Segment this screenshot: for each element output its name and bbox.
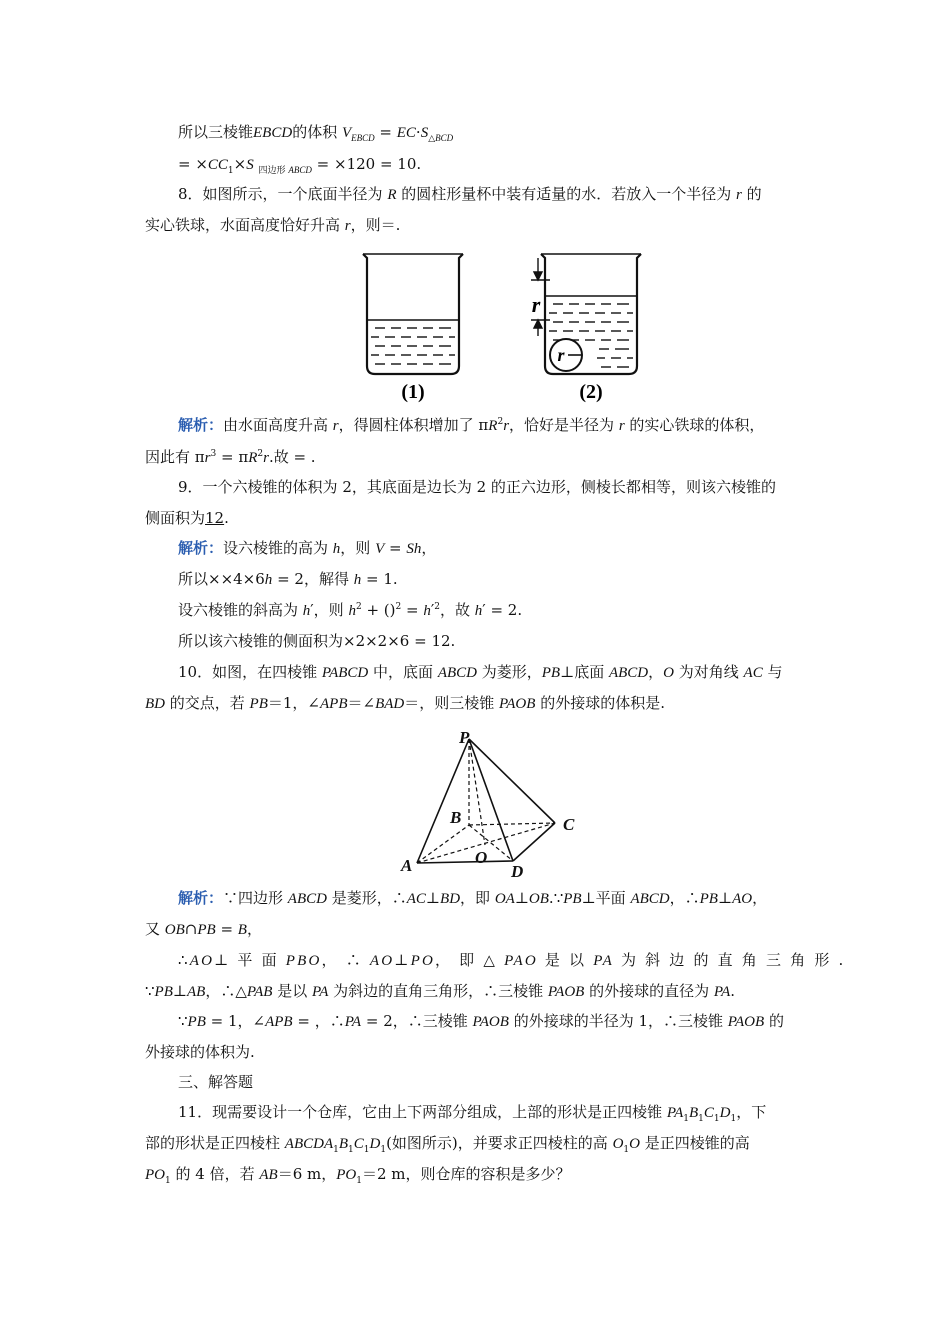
ball-radius-label: r xyxy=(557,345,565,365)
text-line: = $\times CC_1\times S$ $_{四边形 ABCD}$ = ×120 = 10. xyxy=(178,155,422,176)
question-9-cont: 侧面积为12. xyxy=(145,509,229,527)
answer-9-line3: 设六棱锥的斜高为 h′，则 $h^2 + ()^2 = h'^2$，故 h′ = 2. xyxy=(178,601,523,619)
question-11: 11．现需要设计一个仓库，它由上下两部分组成，上部的形状是正四棱锥 $PA_1B_1C_1D_1$，下 xyxy=(178,1103,767,1124)
question-11-line3: $PO_1$ 的 4 倍，若 AB＝6 m，$PO_1=2$ m，则仓库的容积是多少？ xyxy=(145,1165,571,1186)
section-title: 三、解答题 xyxy=(178,1073,254,1091)
answer-10-line6: 外接球的体积为. xyxy=(145,1043,255,1061)
text-line: 所以三棱锥EBCD的体积 $V_{EBCD} = EC\cdot S_{\triangle BCD}$ xyxy=(178,123,454,144)
answer-9-line4: 所以该六棱锥的侧面积为×2×2×6 = 12. xyxy=(178,632,456,650)
label-P: P xyxy=(459,728,470,747)
question-8-cont: 实心铁球，水面高度恰好升高 r，则＝. xyxy=(145,216,401,234)
label-A: A xyxy=(401,856,413,875)
label-D: D xyxy=(511,862,524,881)
edge-PC xyxy=(469,739,555,823)
answer-9-line2: 所以××4×6h = 2，解得 h = 1. xyxy=(178,570,398,588)
answer-9: 解析：设六棱锥的高为 h，则 V = Sh， xyxy=(178,539,437,557)
label-B: B xyxy=(450,808,462,827)
label-O: O xyxy=(475,848,488,867)
answer-8-cont: 因此有 $\pi r^3 = \pi R^2r$.故 = . xyxy=(145,448,316,466)
answer-10: 解析：∵四边形 ABCD 是菱形，∴AC⊥BD，即 OA⊥OB.∵PB⊥平面 ABCD，∴PB⊥AO， xyxy=(178,889,768,907)
segment-PO xyxy=(469,739,485,845)
answer-10-line2: 又 OB∩PB = B， xyxy=(145,920,262,938)
beaker-1 xyxy=(363,254,463,374)
question-9: 9．一个六棱锥的体积为 2，其底面是边长为 2 的正六边形，侧棱长都相等，则该六棱锥的 xyxy=(178,478,776,496)
question-10: 10．如图，在四棱锥 PABCD 中，底面 ABCD 为菱形，PB⊥底面 ABCD，O 为对角线 AC 与 xyxy=(178,663,783,681)
answer-8: 解析：由水面高度升高 r，得圆柱体积增加了 $\pi R^2r$，恰好是半径为 r 的实心铁球的体积， xyxy=(178,416,765,434)
caption-1: (1) xyxy=(401,381,425,403)
question-10-cont: BD 的交点，若 PB＝1，∠APB＝∠BAD＝，则三棱锥 PAOB 的外接球的体积是. xyxy=(145,694,665,712)
question-11-line2: 部的形状是正四棱柱 $ABCDA_1B_1C_1D_1$(如图所示)，并要求正四棱柱的高 $O_1O$ 是正四棱锥的高 xyxy=(145,1134,750,1155)
answer-10-line4: ∵PB⊥AB，∴△PAB 是以 PA 为斜边的直角三角形，∴三棱锥 PAOB 的外接球的直径为 PA. xyxy=(145,982,736,1000)
edge-AD xyxy=(417,861,513,863)
beaker-figure xyxy=(355,248,645,408)
water-1 xyxy=(371,328,455,364)
answer-10-line3: ∴AO⊥ 平 面 PBO， ∴ AO⊥PO， 即 △ PAO 是 以 PA 为 斜 边 的 直 角 三 角 形 . xyxy=(178,951,846,969)
caption-2: (2) xyxy=(579,381,603,403)
rise-label: r xyxy=(531,292,541,317)
pyramid-figure xyxy=(395,725,595,883)
label-C: C xyxy=(563,815,575,834)
answer-10-line5: ∵PB = 1，∠APB = ，∴PA = 2，∴三棱锥 PAOB 的外接球的半径为 1，∴三棱锥 PAOB 的 xyxy=(178,1012,784,1030)
question-8: 8．如图所示，一个底面半径为 R 的圆柱形量杯中装有适量的水．若放入一个半径为 r 的 xyxy=(178,185,762,203)
answer-blank: 12 xyxy=(205,509,225,527)
